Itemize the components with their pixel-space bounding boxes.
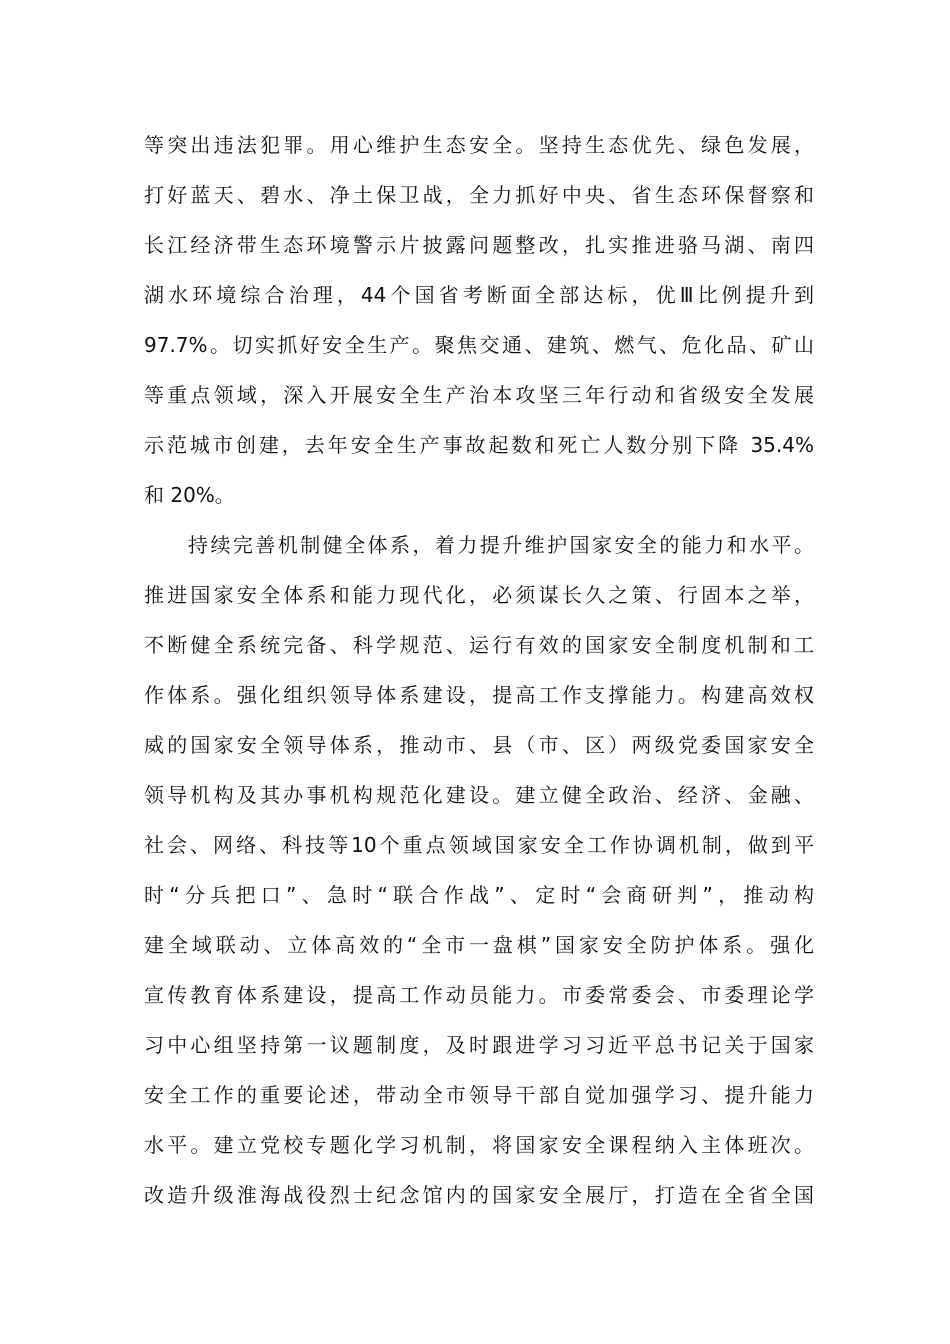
paragraph-2-line-2: 推进国家安全体系和能力现代化，必须谋长久之策、行固本之举，	[144, 583, 814, 607]
paragraph-2-line-11: 习中心组坚持第一议题制度，及时跟进学习习近平总书记关于国家	[144, 1033, 814, 1057]
paragraph-1-line-6: 等重点领域，深入开展安全生产治本攻坚三年行动和省级安全发展	[144, 383, 814, 407]
paragraph-2-line-8: 时“分兵把口”、急时“联合作战”、定时“会商研判”，推动构	[144, 883, 814, 907]
paragraph-1-line-5: 97.7%。切实抓好安全生产。聚焦交通、建筑、燃气、危化品、矿山	[144, 333, 814, 357]
paragraph-2-line-14: 改造升级淮海战役烈士纪念馆内的国家安全展厅，打造在全省全国	[144, 1183, 814, 1207]
paragraph-2-line-12: 安全工作的重要论述，带动全市领导干部自觉加强学习、提升能力	[144, 1083, 814, 1107]
paragraph-2-line-13: 水平。建立党校专题化学习机制，将国家安全课程纳入主体班次。	[144, 1133, 814, 1157]
paragraph-2-line-1: 持续完善机制健全体系，着力提升维护国家安全的能力和水平。	[188, 533, 814, 557]
paragraph-2-line-9: 建全域联动、立体高效的“全市一盘棋”国家安全防护体系。强化	[144, 933, 814, 957]
paragraph-1-line-8: 和 20%。	[144, 483, 235, 507]
paragraph-2-line-6: 领导机构及其办事机构规范化建设。建立健全政治、经济、金融、	[144, 783, 814, 807]
paragraph-1-line-7: 示范城市创建，去年安全生产事故起数和死亡人数分别下降 35.4%	[144, 433, 814, 457]
paragraph-1-line-2: 打好蓝天、碧水、净土保卫战，全力抓好中央、省生态环保督察和	[144, 183, 814, 207]
paragraph-1-line-1: 等突出违法犯罪。用心维护生态安全。坚持生态优先、绿色发展，	[144, 133, 814, 157]
paragraph-2-line-5: 威的国家安全领导体系，推动市、县（市、区）两级党委国家安全	[144, 733, 814, 757]
paragraph-1-line-3: 长江经济带生态环境警示片披露问题整改，扎实推进骆马湖、南四	[144, 233, 814, 257]
paragraph-2-line-10: 宣传教育体系建设，提高工作动员能力。市委常委会、市委理论学	[144, 983, 814, 1007]
paragraph-2-line-4: 作体系。强化组织领导体系建设，提高工作支撑能力。构建高效权	[144, 683, 814, 707]
paragraph-2-line-7: 社会、网络、科技等10个重点领域国家安全工作协调机制，做到平	[144, 833, 814, 857]
paragraph-2-line-3: 不断健全系统完备、科学规范、运行有效的国家安全制度机制和工	[144, 633, 814, 657]
paragraph-1-line-4: 湖水环境综合治理，44个国省考断面全部达标，优Ⅲ比例提升到	[144, 283, 814, 307]
